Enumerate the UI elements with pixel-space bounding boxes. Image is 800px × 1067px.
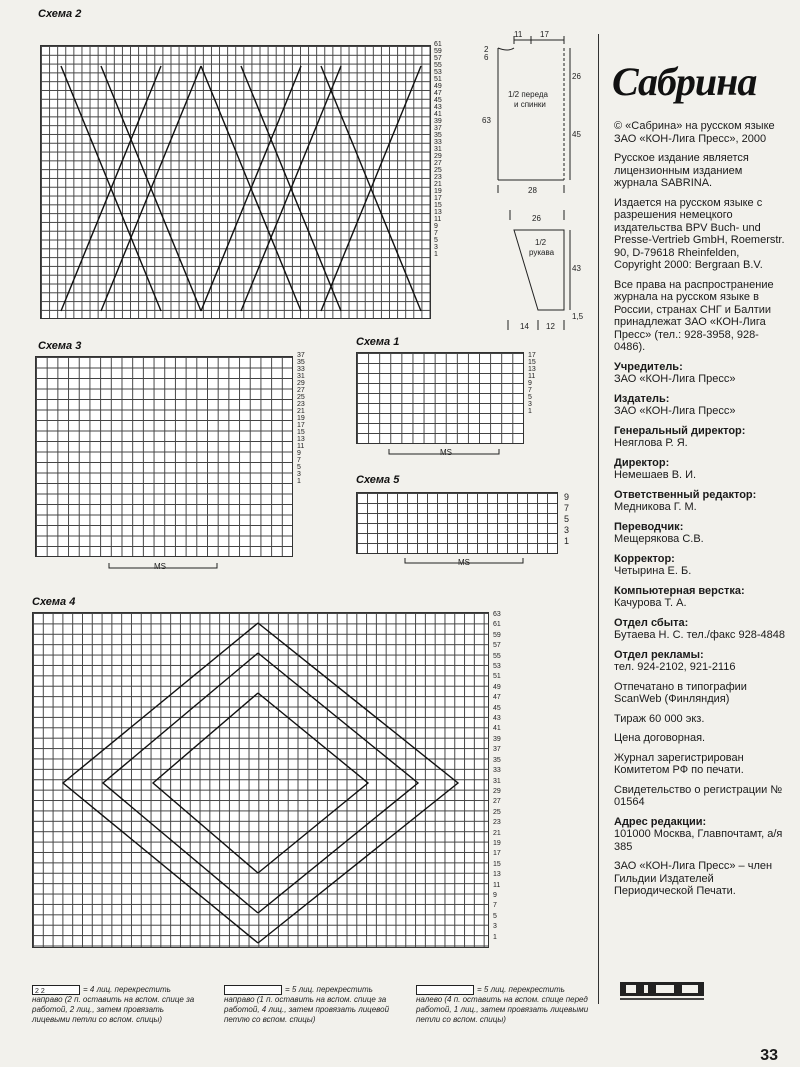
row-number: 37 — [297, 352, 305, 359]
row-number: 1 — [297, 478, 301, 485]
colophon-entry — [614, 860, 786, 898]
colophon-heading: Учредитель: — [614, 360, 683, 373]
colophon — [614, 120, 786, 905]
row-number: 13 — [297, 436, 305, 443]
row-number: 25 — [434, 167, 442, 174]
row-number: 55 — [493, 652, 501, 660]
colophon-heading: Отдел рекламы: — [614, 648, 704, 661]
colophon-text: Журнал зарегистрирован Комитетом РФ по печати. — [614, 751, 744, 776]
row-number: 21 — [297, 408, 305, 415]
colophon-entry — [614, 553, 786, 578]
column-divider — [598, 34, 599, 1004]
row-number: 61 — [434, 41, 442, 48]
row-number: 5 — [493, 912, 497, 920]
row-number: 5 — [297, 464, 301, 471]
row-number: 7 — [493, 902, 497, 910]
row-number: 33 — [493, 767, 501, 775]
row-number: 15 — [528, 359, 536, 366]
row-number: 27 — [297, 387, 305, 394]
row-number: 23 — [297, 401, 305, 408]
cable-pattern — [41, 46, 430, 318]
schema-5-ms-label: MS — [458, 558, 470, 567]
row-number: 17 — [297, 422, 305, 429]
height-label-45: 45 — [572, 130, 581, 139]
schema-3-row-numbers — [297, 352, 305, 485]
colophon-text: ЗАО «КОН-Лига Пресс» — [614, 373, 736, 385]
row-number: 43 — [493, 715, 501, 723]
sleeve-label-2: рукава — [529, 248, 555, 257]
bottom-label-14: 14 — [520, 322, 529, 331]
row-number: 9 — [434, 223, 438, 230]
row-number: 3 — [564, 525, 570, 535]
row-number: 23 — [493, 819, 501, 827]
row-number: 33 — [434, 139, 442, 146]
schema-1-title: Схема 1 — [356, 336, 400, 348]
row-number: 15 — [297, 429, 305, 436]
row-number: 23 — [434, 174, 442, 181]
schema-4-grid — [32, 612, 489, 948]
row-number: 53 — [493, 663, 501, 671]
row-number: 61 — [493, 621, 501, 629]
legend-text-1: = 4 лиц. перекрестить направо (2 п. оставить на вспом. спице за работой, 2 лиц., затем провязать лицевыми петли со вспом. спицы) — [32, 985, 195, 1025]
colophon-text: Бутаева Н. С. тел./факс 928-4848 — [614, 629, 785, 641]
colophon-heading: Отдел сбыта: — [614, 616, 689, 629]
colophon-text: ЗАО «КОН-Лига Пресс» — [614, 405, 736, 417]
brand-logo: Сабрина — [612, 59, 757, 104]
row-number: 7 — [528, 387, 532, 394]
row-number: 17 — [528, 352, 536, 359]
cable-pattern — [33, 613, 488, 947]
sleeve-top-label: 26 — [532, 214, 541, 223]
row-number: 5 — [434, 237, 438, 244]
colophon-entry — [614, 361, 786, 386]
colophon-heading: Ответственный редактор: — [614, 488, 757, 501]
row-number: 31 — [297, 373, 305, 380]
height-label-26: 26 — [572, 72, 581, 81]
row-number: 35 — [493, 756, 501, 764]
colophon-entry — [614, 120, 786, 145]
row-number: 43 — [434, 104, 442, 111]
colophon-text: Цена договорная. — [614, 732, 706, 744]
schema-3-grid — [35, 356, 293, 557]
row-number: 51 — [434, 76, 442, 83]
row-number: 3 — [297, 471, 301, 478]
row-number: 1 — [493, 933, 497, 941]
body-label-1: 1/2 переда — [508, 90, 548, 99]
cable-stroke — [103, 653, 258, 913]
schema-2-row-numbers — [434, 41, 442, 258]
row-number: 63 — [493, 611, 501, 618]
row-number: 11 — [493, 881, 501, 889]
colophon-text: тел. 924-2102, 921-2116 — [614, 661, 736, 673]
colophon-entry — [614, 393, 786, 418]
colophon-entry — [614, 816, 786, 854]
row-number: 45 — [434, 97, 442, 104]
cable-stroke — [258, 623, 458, 943]
row-number: 3 — [434, 244, 438, 251]
colophon-text: Русское издание является лицензионным изданием журнала SABRINA. — [614, 152, 749, 189]
colophon-heading: Директор: — [614, 456, 670, 469]
schema-5-grid — [356, 492, 558, 554]
row-number: 57 — [493, 642, 501, 650]
legend-item-3 — [416, 985, 592, 1025]
row-number: 29 — [297, 380, 305, 387]
colophon-text: ЗАО «КОН-Лига Пресс» – член Гильдии Издателей Периодической Печати. — [614, 860, 773, 897]
colophon-heading: Переводчик: — [614, 520, 684, 533]
colophon-entry — [614, 649, 786, 674]
row-number: 49 — [434, 83, 442, 90]
colophon-heading: Издатель: — [614, 392, 670, 405]
bottom-label-12: 12 — [546, 322, 555, 331]
row-number: 31 — [434, 146, 442, 153]
schema-3-title: Схема 3 — [38, 340, 82, 352]
row-number: 5 — [564, 514, 570, 524]
colophon-text: Неяглова Р. Я. — [614, 437, 688, 449]
colophon-heading: Компьютерная верстка: — [614, 584, 745, 597]
colophon-text: Издается на русском языке с разрешения немецкого издательства BPV Buch- und Presse-Vertrieb GmbH, Roemerstr. 90, D-79618 Rheinfelden, Copyright 2000: Bergraan B.V. — [614, 196, 785, 271]
colophon-entry — [614, 425, 786, 450]
row-number: 41 — [493, 725, 501, 733]
schema-1-ms-label: MS — [440, 448, 452, 457]
colophon-heading: Адрес редакции: — [614, 815, 707, 828]
colophon-text: Немешаев В. И. — [614, 469, 697, 481]
row-number: 15 — [493, 860, 501, 868]
schema-4-title: Схема 4 — [32, 596, 76, 608]
row-number: 19 — [297, 415, 305, 422]
publisher-logo — [620, 980, 704, 1002]
width-label-11: 11 — [514, 30, 523, 39]
height-label-63: 63 — [482, 116, 491, 125]
row-number: 29 — [434, 153, 442, 160]
row-number: 21 — [434, 181, 442, 188]
colophon-entry — [614, 752, 786, 777]
body-label-2: и спинки — [514, 100, 546, 109]
legend-item-2 — [224, 985, 394, 1025]
row-number: 9 — [564, 492, 570, 502]
schema-2-grid — [40, 45, 431, 319]
row-number: 11 — [528, 373, 536, 380]
row-number: 35 — [297, 359, 305, 366]
legend-item-1 — [32, 985, 202, 1025]
row-number: 39 — [434, 118, 442, 125]
row-number: 17 — [493, 850, 501, 858]
row-number: 47 — [493, 694, 501, 702]
row-number: 29 — [493, 787, 501, 795]
row-number: 1 — [434, 251, 438, 258]
row-number: 9 — [297, 450, 301, 457]
row-number: 45 — [493, 704, 501, 712]
colophon-entry — [614, 521, 786, 546]
colophon-text: Тираж 60 000 экз. — [614, 712, 705, 725]
legend-symbol-3 — [416, 985, 474, 995]
row-number: 5 — [528, 394, 532, 401]
row-number: 11 — [434, 216, 442, 223]
cable-stroke — [258, 653, 418, 913]
row-number: 17 — [434, 195, 442, 202]
cable-stroke — [153, 693, 258, 873]
colophon-entry — [614, 152, 786, 190]
colophon-heading: Генеральный директор: — [614, 424, 746, 437]
colophon-entry — [614, 585, 786, 610]
row-number: 19 — [493, 839, 501, 847]
row-number: 7 — [297, 457, 301, 464]
colophon-text: Качурова Т. А. — [614, 597, 687, 609]
row-number: 31 — [493, 777, 501, 785]
row-number: 9 — [528, 380, 532, 387]
row-number: 51 — [493, 673, 501, 681]
width-label-17: 17 — [540, 30, 549, 39]
height-label-1-5: 1,5 — [572, 312, 584, 321]
colophon-text: Медникова Г. М. — [614, 501, 697, 513]
colophon-heading: Корректор: — [614, 552, 675, 565]
row-number: 59 — [493, 631, 501, 639]
sleeve-label-1: 1/2 — [535, 238, 547, 247]
schema-5-row-numbers — [564, 492, 569, 547]
colophon-entry — [614, 617, 786, 642]
colophon-entry — [614, 732, 786, 745]
row-number: 37 — [434, 125, 442, 132]
row-number: 41 — [434, 111, 442, 118]
colophon-text: © «Сабрина» на русском языке ЗАО «КОН-Лига Пресс», 2000 — [614, 120, 775, 145]
publisher-logo-mark — [620, 980, 704, 1002]
cable-stroke — [258, 693, 368, 873]
row-number: 1 — [564, 536, 570, 546]
row-number: 39 — [493, 735, 501, 743]
colophon-text: Мещерякова С.В. — [614, 533, 704, 545]
legend-text-2: = 5 лиц. перекрестить направо (1 п. оставить на вспом. спице за работой, 4 лиц., затем провязать лицевой петлю со вспом. спицы) — [224, 985, 390, 1025]
cable-stroke — [63, 623, 258, 943]
schema-3-ms-label: MS — [154, 562, 166, 571]
row-number: 19 — [434, 188, 442, 195]
row-number: 21 — [493, 829, 501, 837]
row-number: 59 — [434, 48, 442, 55]
colophon-entry — [614, 197, 786, 272]
row-number: 47 — [434, 90, 442, 97]
row-number: 55 — [434, 62, 442, 69]
row-number: 7 — [434, 230, 438, 237]
schema-5-title: Схема 5 — [356, 474, 400, 486]
row-number: 7 — [564, 503, 570, 513]
legend-symbol-2 — [224, 985, 282, 995]
row-number: 1 — [528, 408, 532, 415]
row-number: 13 — [493, 871, 501, 879]
colophon-entry — [614, 279, 786, 354]
colophon-text: Все права на распространение журнала на русском языке в России, странах СНГ и Балтии принадлежат ЗАО «КОН-Лига Пресс» (тел.: 928-3958, 928-0486). — [614, 278, 774, 353]
colophon-text: 101000 Москва, Главпочтамт, а/я 385 — [614, 828, 783, 853]
row-number: 25 — [493, 808, 501, 816]
row-number: 35 — [434, 132, 442, 139]
colophon-entry — [614, 457, 786, 482]
garment-diagram — [478, 30, 588, 340]
schema-2-title: Схема 2 — [38, 8, 82, 20]
colophon-text: Отпечатано в типографии ScanWeb (Финляндия) — [614, 680, 747, 705]
row-number: 3 — [528, 401, 532, 408]
schema-4-row-numbers — [493, 610, 501, 943]
legend-symbol-1: 2 2 — [32, 985, 80, 995]
row-number: 9 — [493, 891, 497, 899]
colophon-entry — [614, 681, 786, 706]
row-number: 13 — [528, 366, 536, 373]
colophon-entry — [614, 713, 786, 726]
row-number: 27 — [493, 798, 501, 806]
width-label-28: 28 — [528, 186, 537, 195]
colophon-entry — [614, 489, 786, 514]
row-number: 49 — [493, 683, 501, 691]
row-number: 57 — [434, 55, 442, 62]
schema-1-grid — [356, 352, 524, 444]
colophon-entry — [614, 784, 786, 809]
schema-1-row-numbers — [528, 352, 536, 415]
colophon-text: Четырина Е. Б. — [614, 565, 692, 577]
page-number: 33 — [760, 1047, 778, 1064]
row-number: 13 — [434, 209, 442, 216]
label-2-6: 2 6 — [484, 45, 489, 62]
height-label-43: 43 — [572, 264, 581, 273]
row-number: 25 — [297, 394, 305, 401]
row-number: 15 — [434, 202, 442, 209]
row-number: 53 — [434, 69, 442, 76]
row-number: 27 — [434, 160, 442, 167]
legend-text-3: = 5 лиц. перекрестить налево (4 п. оставить на вспом. спице перед работой, 1 лиц., затем провязать лицевыми петли со вспом. спицы) — [416, 985, 589, 1025]
row-number: 3 — [493, 923, 497, 931]
row-number: 37 — [493, 746, 501, 754]
row-number: 11 — [297, 443, 305, 450]
row-number: 33 — [297, 366, 305, 373]
colophon-text: Свидетельство о регистрации № 01564 — [614, 783, 783, 808]
